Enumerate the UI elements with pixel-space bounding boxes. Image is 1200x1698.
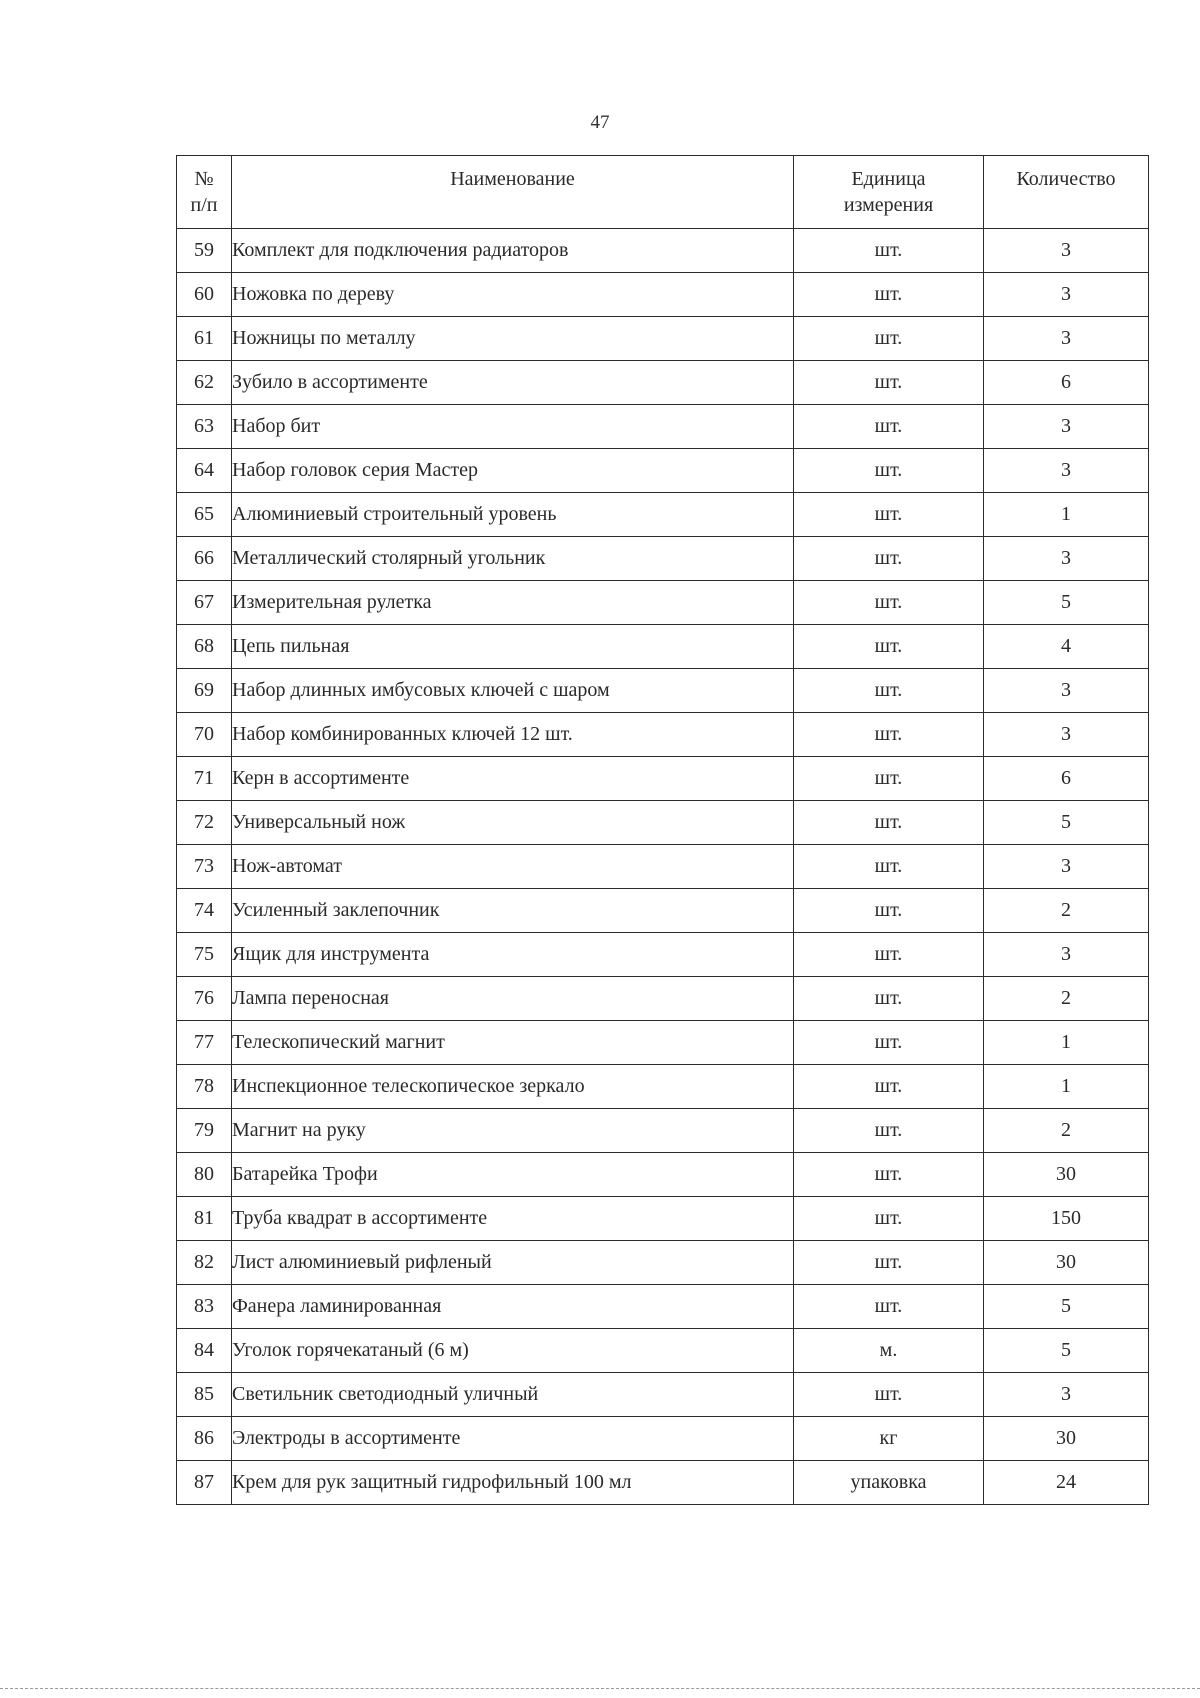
table-row — [177, 845, 1149, 889]
row-number: 78 — [177, 1065, 232, 1109]
item-name: Ящик для инструмента — [232, 933, 794, 977]
row-number: 72 — [177, 801, 232, 845]
table-row — [177, 625, 1149, 669]
header-number — [177, 156, 232, 229]
table-row — [177, 581, 1149, 625]
table-row — [177, 669, 1149, 713]
item-quantity: 3 — [984, 933, 1149, 977]
table-row — [177, 757, 1149, 801]
table-row — [177, 1285, 1149, 1329]
table-row — [177, 1241, 1149, 1285]
row-number: 70 — [177, 713, 232, 757]
row-number: 59 — [177, 229, 232, 273]
item-unit: шт. — [794, 713, 984, 757]
item-name: Алюминиевый строительный уровень — [232, 493, 794, 537]
table-row — [177, 977, 1149, 1021]
table-header-row — [177, 156, 1149, 229]
item-name: Ножовка по дереву — [232, 273, 794, 317]
item-quantity: 3 — [984, 669, 1149, 713]
table-row — [177, 713, 1149, 757]
item-name: Магнит на руку — [232, 1109, 794, 1153]
item-name: Уголок горячекатаный (6 м) — [232, 1329, 794, 1373]
item-name: Ножницы по металлу — [232, 317, 794, 361]
table-row — [177, 405, 1149, 449]
item-quantity: 4 — [984, 625, 1149, 669]
item-name: Батарейка Трофи — [232, 1153, 794, 1197]
header-unit — [794, 156, 984, 229]
row-number: 87 — [177, 1461, 232, 1505]
item-quantity: 2 — [984, 1109, 1149, 1153]
item-unit: шт. — [794, 361, 984, 405]
table-row — [177, 273, 1149, 317]
table-row — [177, 1461, 1149, 1505]
table-row — [177, 493, 1149, 537]
row-number: 73 — [177, 845, 232, 889]
item-name: Набор длинных имбусовых ключей с шаром — [232, 669, 794, 713]
row-number: 74 — [177, 889, 232, 933]
row-number: 81 — [177, 1197, 232, 1241]
table-row — [177, 361, 1149, 405]
item-quantity: 30 — [984, 1417, 1149, 1461]
table-row — [177, 449, 1149, 493]
item-name: Труба квадрат в ассортименте — [232, 1197, 794, 1241]
item-unit: упаковка — [794, 1461, 984, 1505]
header-number-line-1: № — [194, 168, 214, 190]
item-quantity: 3 — [984, 537, 1149, 581]
item-name: Набор бит — [232, 405, 794, 449]
item-quantity: 2 — [984, 977, 1149, 1021]
item-name: Набор комбинированных ключей 12 шт. — [232, 713, 794, 757]
item-quantity: 30 — [984, 1241, 1149, 1285]
header-quantity-label: Количество — [1016, 168, 1116, 190]
header-quantity — [984, 156, 1149, 229]
item-name: Комплект для подключения радиаторов — [232, 229, 794, 273]
item-name: Инспекционное телескопическое зеркало — [232, 1065, 794, 1109]
item-unit: шт. — [794, 977, 984, 1021]
item-unit: шт. — [794, 1153, 984, 1197]
item-name: Набор головок серия Мастер — [232, 449, 794, 493]
item-unit: шт. — [794, 317, 984, 361]
item-unit: шт. — [794, 581, 984, 625]
item-quantity: 5 — [984, 581, 1149, 625]
row-number: 76 — [177, 977, 232, 1021]
item-name: Телескопический магнит — [232, 1021, 794, 1065]
row-number: 71 — [177, 757, 232, 801]
items-table — [176, 155, 1149, 1505]
item-unit: шт. — [794, 625, 984, 669]
row-number: 66 — [177, 537, 232, 581]
item-quantity: 5 — [984, 801, 1149, 845]
table-row — [177, 1197, 1149, 1241]
item-name: Светильник светодиодный уличный — [232, 1373, 794, 1417]
item-name: Универсальный нож — [232, 801, 794, 845]
row-number: 83 — [177, 1285, 232, 1329]
table-row — [177, 229, 1149, 273]
item-quantity: 24 — [984, 1461, 1149, 1505]
item-name: Цепь пильная — [232, 625, 794, 669]
header-name-label: Наименование — [450, 168, 575, 190]
item-unit: шт. — [794, 1065, 984, 1109]
item-unit: кг — [794, 1417, 984, 1461]
item-name: Крем для рук защитный гидрофильный 100 мл — [232, 1461, 794, 1505]
item-name: Нож-автомат — [232, 845, 794, 889]
item-quantity: 5 — [984, 1329, 1149, 1373]
row-number: 60 — [177, 273, 232, 317]
header-unit-line-2: измерения — [843, 194, 934, 216]
row-number: 84 — [177, 1329, 232, 1373]
item-name: Керн в ассортименте — [232, 757, 794, 801]
item-unit: шт. — [794, 1197, 984, 1241]
row-number: 86 — [177, 1417, 232, 1461]
row-number: 67 — [177, 581, 232, 625]
item-name: Зубило в ассортименте — [232, 361, 794, 405]
item-unit: шт. — [794, 493, 984, 537]
item-name: Измерительная рулетка — [232, 581, 794, 625]
scan-edge-divider — [0, 1688, 1200, 1689]
table-row — [177, 1329, 1149, 1373]
item-unit: шт. — [794, 273, 984, 317]
item-unit: шт. — [794, 801, 984, 845]
item-quantity: 2 — [984, 889, 1149, 933]
item-name: Лампа переносная — [232, 977, 794, 1021]
item-quantity: 3 — [984, 713, 1149, 757]
item-name: Фанера ламинированная — [232, 1285, 794, 1329]
row-number: 68 — [177, 625, 232, 669]
item-quantity: 3 — [984, 317, 1149, 361]
table-row — [177, 317, 1149, 361]
item-unit: м. — [794, 1329, 984, 1373]
item-unit: шт. — [794, 1241, 984, 1285]
item-quantity: 3 — [984, 1373, 1149, 1417]
header-unit-line-1: Единица — [851, 168, 926, 190]
table-row — [177, 933, 1149, 977]
table-row — [177, 1021, 1149, 1065]
row-number: 69 — [177, 669, 232, 713]
row-number: 65 — [177, 493, 232, 537]
item-unit: шт. — [794, 229, 984, 273]
item-quantity: 1 — [984, 1021, 1149, 1065]
row-number: 63 — [177, 405, 232, 449]
table-row — [177, 1417, 1149, 1461]
table-row — [177, 1109, 1149, 1153]
table-row — [177, 889, 1149, 933]
item-quantity: 1 — [984, 493, 1149, 537]
item-unit: шт. — [794, 1021, 984, 1065]
row-number: 79 — [177, 1109, 232, 1153]
row-number: 62 — [177, 361, 232, 405]
item-name: Усиленный заклепочник — [232, 889, 794, 933]
item-unit: шт. — [794, 757, 984, 801]
item-name: Лист алюминиевый рифленый — [232, 1241, 794, 1285]
table-body — [177, 229, 1149, 1505]
row-number: 61 — [177, 317, 232, 361]
header-name — [232, 156, 794, 229]
item-quantity: 6 — [984, 757, 1149, 801]
item-unit: шт. — [794, 1109, 984, 1153]
row-number: 77 — [177, 1021, 232, 1065]
row-number: 75 — [177, 933, 232, 977]
item-unit: шт. — [794, 933, 984, 977]
row-number: 64 — [177, 449, 232, 493]
item-unit: шт. — [794, 1373, 984, 1417]
item-name: Металлический столярный угольник — [232, 537, 794, 581]
table-row — [177, 1153, 1149, 1197]
item-quantity: 3 — [984, 845, 1149, 889]
item-unit: шт. — [794, 889, 984, 933]
item-quantity: 3 — [984, 405, 1149, 449]
item-unit: шт. — [794, 537, 984, 581]
item-unit: шт. — [794, 669, 984, 713]
row-number: 85 — [177, 1373, 232, 1417]
table-row — [177, 1373, 1149, 1417]
item-quantity: 30 — [984, 1153, 1149, 1197]
item-quantity: 3 — [984, 229, 1149, 273]
item-quantity: 3 — [984, 449, 1149, 493]
page-number: 47 — [590, 112, 610, 133]
item-unit: шт. — [794, 449, 984, 493]
item-quantity: 5 — [984, 1285, 1149, 1329]
item-unit: шт. — [794, 1285, 984, 1329]
table-row — [177, 537, 1149, 581]
item-quantity: 150 — [984, 1197, 1149, 1241]
item-unit: шт. — [794, 405, 984, 449]
item-quantity: 3 — [984, 273, 1149, 317]
row-number: 82 — [177, 1241, 232, 1285]
item-quantity: 6 — [984, 361, 1149, 405]
table-row — [177, 801, 1149, 845]
item-unit: шт. — [794, 845, 984, 889]
item-quantity: 1 — [984, 1065, 1149, 1109]
header-number-line-2: п/п — [190, 194, 218, 216]
item-name: Электроды в ассортименте — [232, 1417, 794, 1461]
row-number: 80 — [177, 1153, 232, 1197]
table-row — [177, 1065, 1149, 1109]
